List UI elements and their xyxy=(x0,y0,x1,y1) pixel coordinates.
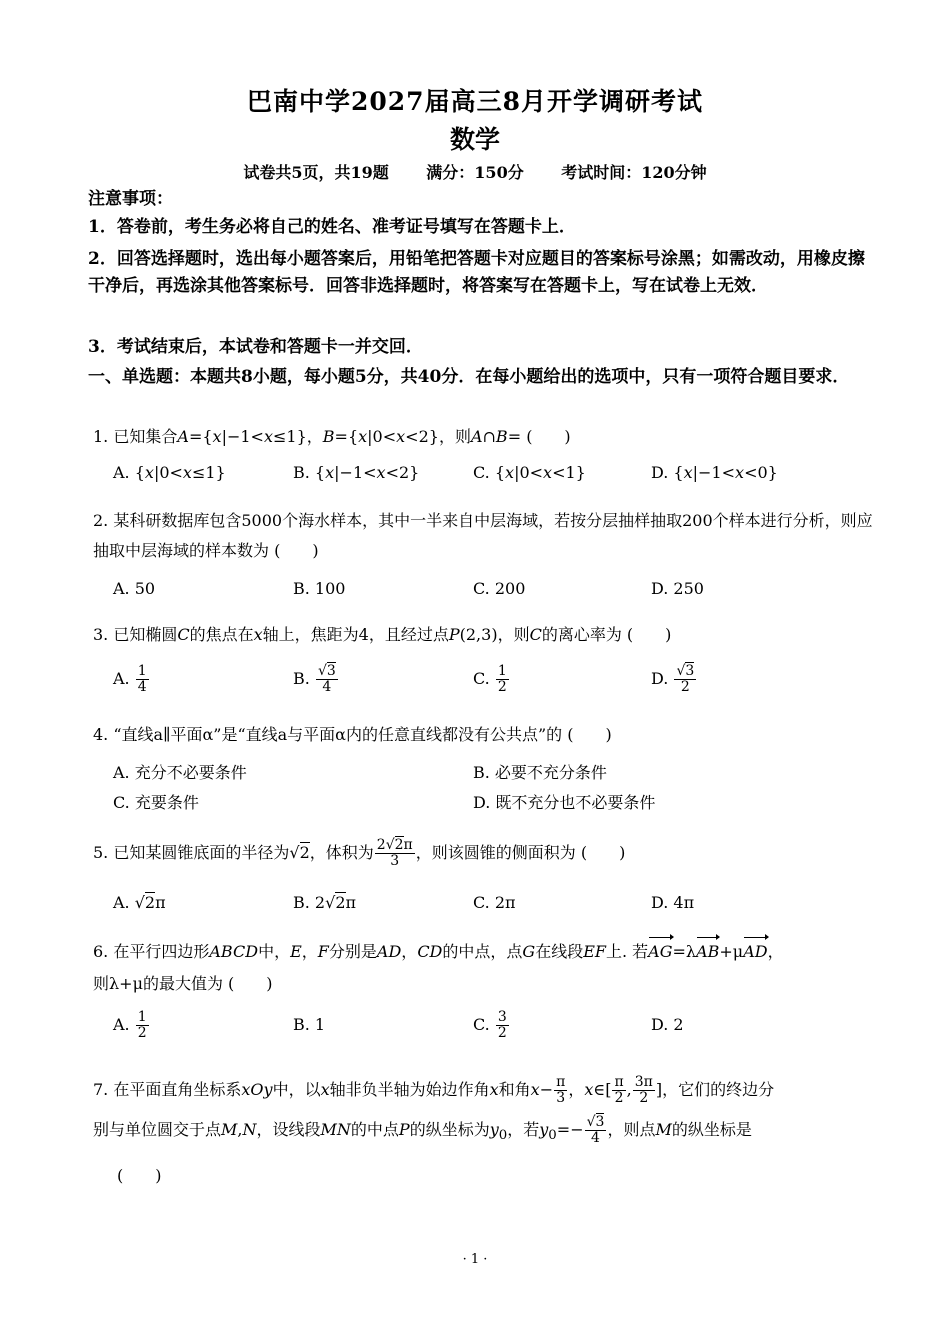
exam-info xyxy=(0,160,950,183)
question-7: 7. 在平面直角坐标系xOy中，以x轴非负半轴为始边作角x和角x− $\frac{\pi}{3}$ ，x∈[ $\frac{\pi}{2}$ , $\frac{3\pi}{2}$ ]，它们的终边分 别与单位圆交于点M,N，设线段MN的中点P的纵坐标为$y_0$，若$y_0=-$ $\frac{√3}{4}$ ，则点M的纵坐标是 ( ) xyxy=(93,1074,775,1186)
notes-heading: 注意事项： xyxy=(88,189,173,209)
note-item-3: 3．考试结束后，本试卷和答题卡一并交回． xyxy=(88,337,423,357)
page-number: · 1 · xyxy=(462,1252,488,1267)
answer-blank: ( ) xyxy=(526,427,571,446)
option-a[interactable]: A. {x|0<x≤1} xyxy=(113,463,226,482)
option-d[interactable]: D. 既不充分也不必要条件 xyxy=(473,793,656,812)
option-c[interactable]: C. 2π xyxy=(473,893,516,912)
exam-time: 考试时间：120分钟 xyxy=(561,163,707,182)
option-c[interactable]: C. 200 xyxy=(473,579,526,598)
exam-title: 巴南中学2027届高三8月开学调研考试 xyxy=(247,87,703,116)
pages-count: 试卷共5页，共19题 xyxy=(243,163,389,182)
question-1: 1. 已知集合A={x|−1<x≤1}，B={x|0<x<2}，则A∩B= ( ) xyxy=(93,427,571,446)
option-c[interactable]: C. $\frac{3}{2}$ xyxy=(473,1009,507,1041)
option-b[interactable]: B. 必要不充分条件 xyxy=(473,763,607,782)
options-q4-row1 xyxy=(113,756,853,790)
option-b[interactable]: B. {x|−1<x<2} xyxy=(293,463,420,482)
options-q6 xyxy=(113,1008,853,1048)
option-b[interactable]: B. 1 xyxy=(293,1015,326,1034)
option-d[interactable]: D. 250 xyxy=(651,579,704,598)
question-3: 3. 已知椭圆C的焦点在x轴上，焦距为4，且经过点P(2,3)，则C的离心率为 ( ) xyxy=(93,625,672,644)
options-q5 xyxy=(113,886,853,920)
option-a[interactable]: A. 充分不必要条件 xyxy=(113,763,247,782)
option-a[interactable]: A. 50 xyxy=(113,579,156,598)
exam-subject: 数学 xyxy=(449,125,500,154)
question-5: 5. 已知某圆锥底面的半径为√2，体积为 $\frac{2√2\pi}{3}$ ，则该圆锥的侧面积为 ( ) xyxy=(93,837,626,869)
option-c[interactable]: C. 充要条件 xyxy=(113,793,199,812)
option-a[interactable]: A. √2π xyxy=(113,893,166,912)
full-score: 满分：150分 xyxy=(426,163,524,182)
section-heading: 一、单选题：本题共8小题，每小题5分，共40分．在每小题给出的选项中，只有一项符合题目要求． xyxy=(88,367,850,387)
option-b[interactable]: B. 100 xyxy=(293,579,346,598)
option-d[interactable]: D. $\frac{√3}{2}$ xyxy=(651,663,695,695)
options-q3 xyxy=(113,662,853,702)
question-6: 6. 在平行四边形ABCD中，E，F分别是AD，CD的中点，点G在线段EF上. 若AG=λAB+μAD， 则λ+μ的最大值为 ( ) xyxy=(93,936,873,1000)
note-item-2: 2．回答选择题时，选出每小题答案后，用铅笔把答题卡对应题目的答案标号涂黑；如需改动，用橡皮擦干净后，再选涂其他答案标号．回答非选择题时，将答案写在答题卡上，写在试卷上无效． xyxy=(88,249,865,296)
note-item-1: 1．答卷前，考生务必将自己的姓名、准考证号填写在答题卡上． xyxy=(88,217,576,237)
option-a[interactable]: A. $\frac{1}{4}$ xyxy=(113,663,147,695)
option-d[interactable]: D. 4π xyxy=(651,893,695,912)
answer-blank: ( ) xyxy=(117,1166,162,1186)
option-c[interactable]: C. {x|0<x<1} xyxy=(473,463,586,482)
question-4: 4. “直线a∥平面α”是“直线a与平面α内的任意直线都没有公共点”的 ( ) xyxy=(93,725,612,744)
options-q2 xyxy=(113,572,853,606)
option-b[interactable]: B. $\frac{√3}{4}$ xyxy=(293,663,336,695)
option-d[interactable]: D. 2 xyxy=(651,1015,684,1034)
options-q1 xyxy=(113,456,853,490)
question-2: 2. 某科研数据库包含5000个海水样本，其中一半来自中层海域，若按分层抽样抽取200个样本进行分析，则应抽取中层海域的样本数为 ( ) xyxy=(93,511,873,560)
options-q4-row2 xyxy=(113,786,853,820)
option-b[interactable]: B. 2√2π xyxy=(293,893,357,912)
option-c[interactable]: C. $\frac{1}{2}$ xyxy=(473,663,507,695)
option-d[interactable]: D. {x|−1<x<0} xyxy=(651,463,778,482)
option-a[interactable]: A. $\frac{1}{2}$ xyxy=(113,1009,147,1041)
